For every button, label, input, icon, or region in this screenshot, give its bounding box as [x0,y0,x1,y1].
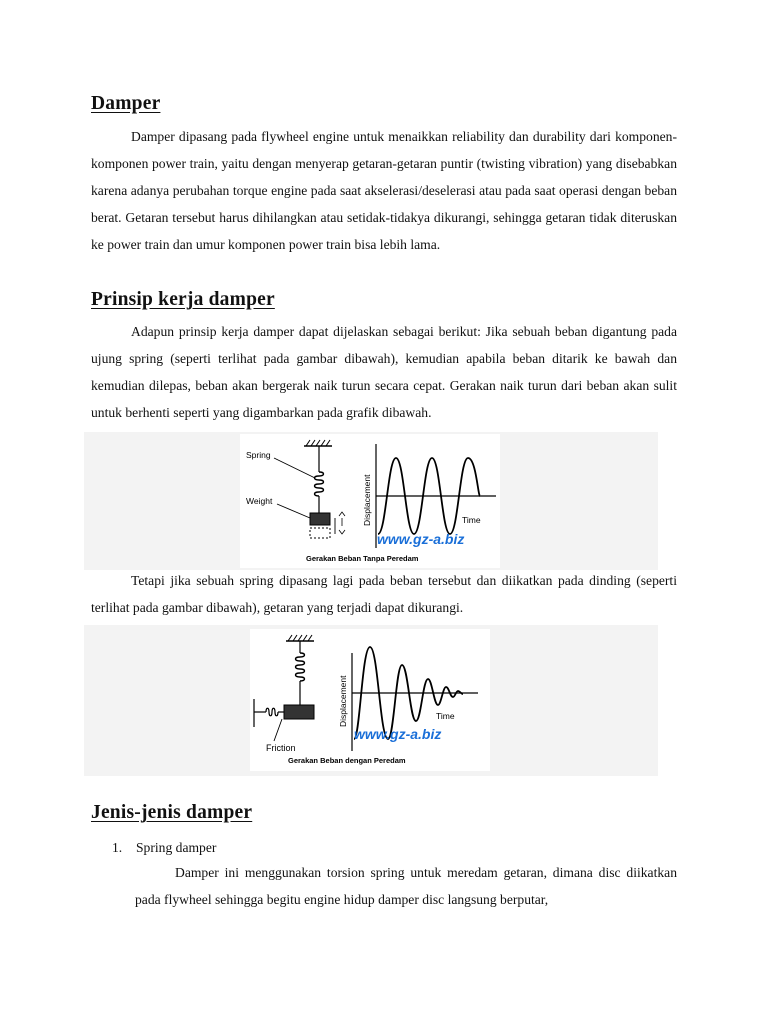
spring-coil [296,653,305,681]
list-label: Spring damper [136,840,217,855]
x-axis-label: Time [436,711,455,721]
figure-caption: Gerakan Beban dengan Peredam [288,756,406,765]
paragraph-prinsip-kerja: Adapun prinsip kerja damper dapat dijelaskan sebagai berikut: Jika sebuah beban digantung pada ujung spring (seperti terlihat pada gambar dibawah), kemudian apabila beban ditarik ke bawah dan kemudian dilepas, beban akan bergerak naik turun secara cepat. Gerakan naik turun dari beban akan sulit untuk berhenti seperti yang digambarkan pada grafik dibawah. [91,324,677,420]
heading-damper: Damper [91,93,161,114]
list-number: 1. [112,840,123,855]
list-item-spring-damper [112,838,216,858]
spring-coil [315,472,324,496]
spring-weight-diagram [240,434,500,568]
friction-label: Friction [266,743,296,753]
weight-block [310,513,330,525]
heading-jenis-damper: Jenis-jenis damper [91,802,253,823]
watermark: www.gz-a.biz [377,531,465,547]
paragraph-damper: Damper dipasang pada flywheel engine untuk menaikkan reliability dan durability dari komponen-komponen power train, yaitu dengan menyerap getaran-getaran puntir (twisting vibration) yang disebabkan karena adanya perubahan torque engine pada saat akselerasi/deselerasi atau pada saat operasi dengan beban berat. Getaran tersebut harus dihilangkan atau setidak-tidakya dikurangi, sehingga getaran tidak diteruskan ke power train dan umur komponen power train bisa lebih lama. [91,129,677,252]
horizontal-spring [266,708,278,716]
ceiling-hatch [286,635,314,641]
spring-friction-diagram [250,629,490,771]
y-axis-label: Displacement [338,675,348,727]
watermark: www.gz-a.biz [354,726,442,742]
x-axis-label: Time [462,515,481,525]
ceiling-hatch [304,440,332,446]
heading-prinsip-kerja: Prinsip kerja damper [91,289,275,310]
figure-without-damper [84,432,658,570]
paragraph-tetapi: Tetapi jika sebuah spring dipasang lagi pada beban tersebut dan diikatkan pada dinding (seperti terlihat pada gambar dibawah), getaran yang terjadi dapat dikurangi. [91,573,677,615]
weight-block [284,705,314,719]
figure-with-damper [84,625,658,776]
weight-label: Weight [246,496,273,506]
spring-label: Spring [246,450,271,460]
figure-caption: Gerakan Beban Tanpa Peredam [306,554,419,563]
paragraph-spring-damper: Damper ini menggunakan torsion spring untuk meredam getaran, dimana disc diikatkan pada flywheel sehingga begitu engine hidup damper disc langsung berputar, [135,865,677,907]
y-axis-label: Displacement [362,474,372,526]
